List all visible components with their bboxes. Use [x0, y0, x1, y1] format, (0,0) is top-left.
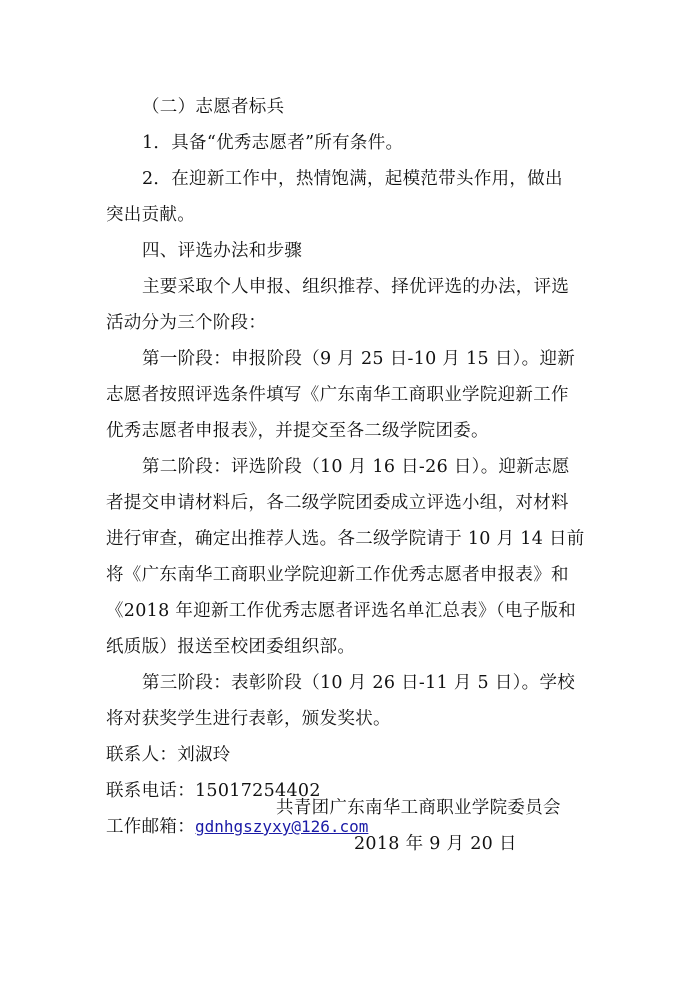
- contact-person-name: 刘淑玲: [177, 745, 231, 765]
- contact-phone-value: 15017254402: [195, 781, 321, 801]
- stage-two-line-6: 纸质版）报送至校团委组织部。: [106, 637, 356, 657]
- section-volunteer-model-heading: （二）志愿者标兵: [142, 97, 285, 117]
- stage-two-line-5: 《2018 年迎新工作优秀志愿者评选名单汇总表》（电子版和: [106, 601, 577, 621]
- document-body: [106, 89, 600, 845]
- signature-date: 2018 年 9 月 20 日: [354, 834, 517, 854]
- stage-one-line-1: 第一阶段：申报阶段（9 月 25 日-10 月 15 日）。迎新: [142, 349, 576, 369]
- signature-organization: 共青团广东南华工商职业学院委员会: [276, 798, 561, 818]
- contact-phone-label: 联系电话：: [106, 781, 195, 801]
- intro-line-2: 活动分为三个阶段：: [106, 313, 267, 333]
- criterion-line-1: 1．具备“优秀志愿者”所有条件。: [142, 133, 404, 153]
- contact-person: [106, 737, 600, 773]
- stage-three-line-2: 将对获奖学生进行表彰，颁发奖状。: [106, 709, 391, 729]
- stage-three-line-1: 第三阶段：表彰阶段（10 月 26 日-11 月 5 日）。学校: [142, 673, 576, 693]
- stage-one-line-2: 志愿者按照评选条件填写《广东南华工商职业学院迎新工作: [106, 385, 569, 405]
- stage-two-line-2: 者提交申请材料后，各二级学院团委成立评选小组，对材料: [106, 493, 569, 513]
- criterion-line-2: 2．在迎新工作中，热情饱满，起模范带头作用，做出: [142, 169, 563, 189]
- criterion-line-3: 突出贡献。: [106, 205, 195, 225]
- stage-two-line-1: 第二阶段：评选阶段（10 月 16 日-26 日）。迎新志愿: [142, 457, 570, 477]
- intro-line-1: 主要采取个人申报、组织推荐、择优评选的办法，评选: [142, 277, 570, 297]
- stage-two-line-3: 进行审查，确定出推荐人选。各二级学院请于 10 月 14 日前: [106, 529, 585, 549]
- contact-email-link[interactable]: gdnhgszyxy@126.com: [195, 817, 369, 836]
- contact-person-label: 联系人：: [106, 745, 178, 765]
- stage-one-line-3: 优秀志愿者申报表》，并提交至各二级学院团委。: [106, 421, 489, 441]
- stage-two-line-4: 将《广东南华工商职业学院迎新工作优秀志愿者申报表》和: [106, 565, 569, 585]
- contact-email-label: 工作邮箱：: [106, 817, 195, 837]
- section-four-heading: 四、评选办法和步骤: [142, 241, 303, 261]
- signature-block: [276, 790, 616, 862]
